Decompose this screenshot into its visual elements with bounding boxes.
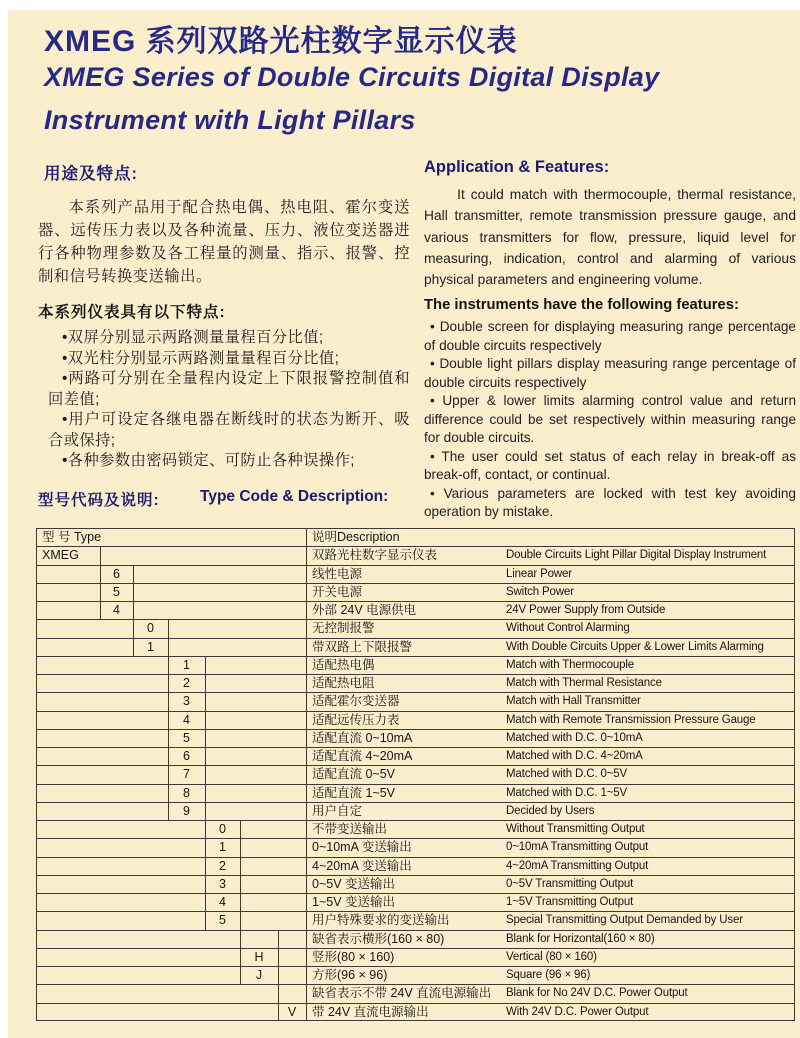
page-title-english-line2: Instrument with Light Pillars [44, 105, 416, 135]
description-cn-cell: 适配直流 0~10mA [312, 731, 413, 745]
feature-item-en: • Various parameters are locked with test key avoiding operation by mistake. [424, 485, 796, 520]
description-cn-cell: 竖形(80 × 160) [312, 950, 395, 964]
description-en-cell: 0~10mA Transmitting Output [506, 841, 649, 853]
description-cn-cell: 缺省表示横形(160 × 80) [312, 932, 445, 946]
page-title-english [44, 56, 792, 142]
description-cn-cell: 外部 24V 电源供电 [312, 603, 417, 617]
code-cell: 0 [219, 822, 226, 836]
description-en-cell: 1~5V Transmitting Output [506, 896, 634, 908]
description-cn-cell: 用户自定 [312, 804, 363, 818]
code-cell: 9 [183, 804, 190, 818]
page-margin-top [0, 0, 800, 10]
code-cell: J [255, 968, 263, 982]
description-en-cell: 24V Power Supply from Outside [506, 604, 666, 616]
code-cell: 6 [183, 749, 190, 763]
code-cell: 4 [113, 603, 120, 617]
description-cn-cell: 方形(96 × 96) [312, 968, 388, 982]
description-en-cell: Decided by Users [506, 805, 595, 817]
code-cell: 3 [183, 694, 190, 708]
application-heading-cn: 用途及特点: [44, 165, 138, 183]
description-cn-cell: 1~5V 变送输出 [312, 895, 396, 909]
description-en-cell: Linear Power [506, 568, 572, 580]
code-cell: 5 [113, 585, 120, 599]
feature-item-cn: •两路可分别在全量程内设定上下限报警控制值和回差值; [48, 370, 410, 408]
feature-item-cn: •双光柱分别显示两路测量量程百分比值; [62, 349, 340, 367]
feature-item-cn: •双屏分别显示两路测量量程百分比值; [62, 329, 324, 346]
type-code-heading-en: Type Code & Description: [200, 488, 389, 505]
english-column [424, 158, 796, 522]
description-en-cell: 0~5V Transmitting Output [506, 878, 634, 890]
type-code-table [36, 528, 795, 1021]
features-list-cn [38, 328, 410, 472]
application-heading-en: Application & Features: [424, 158, 610, 176]
code-cell: 8 [183, 786, 190, 800]
description-en-cell: Without Transmitting Output [506, 823, 645, 835]
code-cell: 1 [219, 840, 226, 854]
code-cell: XMEG [42, 548, 79, 562]
description-cn-cell: 适配直流 1~5V [312, 786, 396, 800]
feature-item-en: • Upper & lower limits alarming control value and return difference could be set respectively within measuring range for double circuits. [424, 393, 796, 446]
type-code-heading-cn: 型号代码及说明: [38, 492, 160, 509]
description-en-cell: With 24V D.C. Power Output [506, 1006, 649, 1018]
description-cn-cell: 用户特殊要求的变送输出 [312, 913, 450, 927]
description-en-cell: Matched with D.C. 0~10mA [506, 732, 643, 744]
features-heading-cn: 本系列仪表具有以下特点: [38, 304, 226, 321]
description-cn-cell: 线性电源 [312, 567, 363, 581]
description-cn-cell: 开关电源 [312, 585, 363, 599]
feature-item-en: • The user could set status of each relay in break-off as break-off, contact, or continual. [424, 448, 796, 483]
description-cn-cell: 适配热电阻 [312, 676, 375, 690]
description-en-cell: Vertical (80 × 160) [506, 951, 597, 963]
code-cell: 6 [113, 567, 120, 581]
description-cn-cell: 不带变送输出 [312, 822, 388, 836]
description-en-cell: Match with Hall Transmitter [506, 695, 641, 707]
code-cell: 3 [219, 877, 226, 891]
code-cell: 0 [147, 621, 154, 635]
description-cn-cell: 0~10mA 变送输出 [312, 840, 412, 854]
code-cell: 4 [219, 895, 226, 909]
table-column-divider [36, 528, 37, 1021]
description-cn-cell: 双路光柱数字显示仪表 [312, 548, 438, 562]
description-en-cell: 4~20mA Transmitting Output [506, 860, 649, 872]
code-cell: H [254, 950, 264, 964]
table-column-divider [794, 528, 795, 1021]
code-cell: 5 [219, 913, 226, 927]
features-list-en [424, 318, 796, 522]
page-title-english-line1: XMEG Series of Double Circuits Digital Display [44, 62, 660, 92]
description-cn-cell: 带双路上下限报警 [312, 640, 413, 654]
feature-item-en: • Double screen for displaying measuring range percentage of double circuits respectively [424, 319, 796, 353]
description-en-cell: Without Control Alarming [506, 622, 630, 634]
description-en-cell: Matched with D.C. 0~5V [506, 768, 628, 780]
application-paragraph-en: It could match with thermocouple, thermal resistance, Hall transmitter, remote transmission pressure gauge, and various transmitters for flow, pressure, liquid level for measuring, indication, control and alarming of various physical parameters and engineering volume. [424, 187, 796, 288]
description-en-cell: Match with Remote Transmission Pressure Gauge [506, 714, 756, 726]
description-en-cell: Double Circuits Light Pillar Digital Display Instrument [506, 549, 767, 561]
application-paragraph-cn: 本系列产品用于配合热电偶、热电阻、霍尔变送器、远传压力表以及各种流量、压力、液位变送器进行各种物理参数及各工程量的测量、指示、报警、控制和信号转换变送输出。 [38, 199, 410, 285]
page-margin-left [0, 0, 8, 1038]
code-cell: 5 [183, 731, 190, 745]
feature-item-cn: •用户可设定各继电器在断线时的状态为断开、吸合或保持; [48, 411, 410, 449]
description-cn-cell: 适配霍尔变送器 [312, 694, 400, 708]
feature-item-en: • Double light pillars display measuring range percentage of double circuits respectively [424, 356, 796, 390]
description-cn-cell: 缺省表示不带 24V 直流电源输出 [312, 986, 492, 1000]
description-cn-cell: 适配远传压力表 [312, 713, 400, 727]
description-en-cell: Matched with D.C. 1~5V [506, 787, 628, 799]
description-cn-cell: 带 24V 直流电源输出 [312, 1005, 429, 1019]
table-column-divider [306, 528, 307, 1021]
description-en-cell: Blank for Horizontal(160 × 80) [506, 933, 655, 945]
features-heading-en: The instruments have the following features: [424, 297, 739, 314]
description-en-cell: Switch Power [506, 586, 574, 598]
description-cn-cell: 适配直流 0~5V [312, 767, 396, 781]
table-header-description: 说明Description [312, 530, 400, 544]
table-header-type: 型 号 Type [42, 530, 102, 544]
code-cell: 7 [183, 767, 190, 781]
description-en-cell: Match with Thermal Resistance [506, 677, 662, 689]
code-cell: 1 [147, 640, 154, 654]
code-cell: V [287, 1005, 297, 1019]
description-cn-cell: 适配直流 4~20mA [312, 749, 413, 763]
description-en-cell: Special Transmitting Output Demanded by User [506, 914, 743, 926]
code-cell: 1 [183, 658, 190, 672]
description-en-cell: Match with Thermocouple [506, 659, 635, 671]
description-en-cell: Square (96 × 96) [506, 969, 591, 981]
code-cell: 2 [183, 676, 190, 690]
description-en-cell: Blank for No 24V D.C. Power Output [506, 987, 688, 999]
page-title-chinese: XMEG 系列双路光柱数字显示仪表 [44, 25, 518, 58]
description-cn-cell: 适配热电偶 [312, 658, 375, 672]
description-cn-cell: 无控制报警 [312, 621, 375, 635]
description-cn-cell: 0~5V 变送输出 [312, 877, 396, 891]
code-cell: 2 [219, 859, 226, 873]
description-en-cell: With Double Circuits Upper & Lower Limits Alarming [506, 641, 764, 653]
feature-item-cn: •各种参数由密码锁定、可防止各种误操作; [62, 452, 355, 469]
description-cn-cell: 4~20mA 变送输出 [312, 859, 412, 873]
description-en-cell: Matched with D.C. 4~20mA [506, 750, 643, 762]
code-cell: 4 [183, 713, 190, 727]
chinese-column [38, 160, 410, 472]
